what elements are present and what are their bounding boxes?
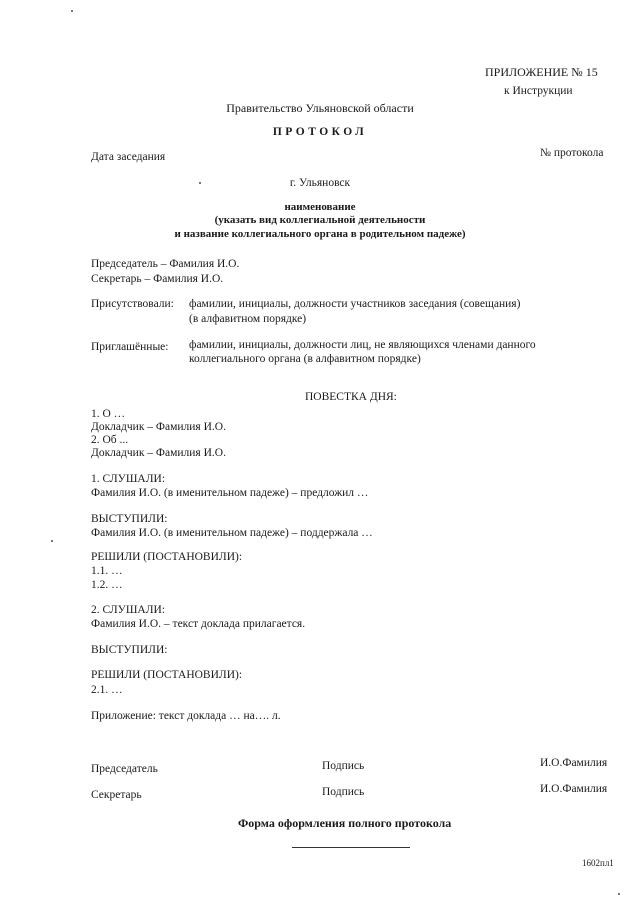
caption-underline [292,847,410,848]
invited-line1: фамилии, инициалы, должности лиц, не являющихся членами данного [189,339,536,351]
attachment-line: Приложение: текст доклада … на…. л. [91,710,281,722]
protocol-number-label: № протокола [540,147,604,159]
scan-speck [71,10,73,12]
chair-line: Председатель – Фамилия И.О. [91,258,240,270]
s1-spoke-text: Фамилия И.О. (в именительном падеже) – поддержала … [91,527,373,539]
meeting-date-label: Дата заседания [91,151,166,163]
name-block-line2: (указать вид коллегиальной деятельности [214,214,426,226]
secretary-role: Секретарь [91,789,142,801]
agenda-line: 1. О … [91,408,126,420]
chair-role: Председатель [91,763,158,775]
secretary-signature-label: Подпись [322,786,365,798]
s2-decided-heading: РЕШИЛИ (ПОСТАНОВИЛИ): [91,669,243,681]
name-block-line3: и название коллегиального органа в родительном падеже) [174,228,466,240]
scan-speck [51,540,53,542]
s1-spoke-heading: ВЫСТУПИЛИ: [91,513,168,525]
present-label: Присутствовали: [91,298,174,310]
document-code: 1602пл1 [582,858,614,868]
invited-line2: коллегиального органа (в алфавитном порядке) [189,353,421,365]
s2-decision-item: 2.1. … [91,684,123,696]
invited-label: Приглашённые: [91,341,169,353]
scan-speck [618,893,620,895]
protocol-title: ПРОТОКОЛ [272,126,368,138]
appendix-label: ПРИЛОЖЕНИЕ № 15 [485,65,598,79]
scan-speck [199,182,201,184]
s1-heard-heading: 1. СЛУШАЛИ: [91,473,166,485]
form-caption: Форма оформления полного протокола [238,816,452,830]
present-line2: (в алфавитном порядке) [189,313,307,325]
present-line1: фамилии, инициалы, должности участников заседания (совещания) [189,298,521,310]
city: г. Ульяновск [289,177,351,189]
s2-spoke-heading: ВЫСТУПИЛИ: [91,644,168,656]
s1-heard-text: Фамилия И.О. (в именительном падеже) – предложил … [91,487,369,499]
agenda-line: Докладчик – Фамилия И.О. [91,421,226,433]
instruction-ref: к Инструкции [504,85,573,97]
s1-decided-heading: РЕШИЛИ (ПОСТАНОВИЛИ): [91,551,243,563]
name-block-line1: наименование [284,201,356,213]
s2-heard-text: Фамилия И.О. – текст доклада прилагается. [91,618,306,630]
secretary-line: Секретарь – Фамилия И.О. [91,273,224,285]
secretary-name: И.О.Фамилия [540,783,608,795]
agenda-line: 2. Об ... [91,434,129,446]
s1-decision-item: 1.2. … [91,579,123,591]
chair-name: И.О.Фамилия [540,757,608,769]
s1-decision-item: 1.1. … [91,565,123,577]
s2-heard-heading: 2. СЛУШАЛИ: [91,604,166,616]
agenda-line: Докладчик – Фамилия И.О. [91,447,226,459]
chair-signature-label: Подпись [322,760,365,772]
agenda-heading: ПОВЕСТКА ДНЯ: [305,391,397,403]
government-name: Правительство Ульяновской области [226,101,414,115]
